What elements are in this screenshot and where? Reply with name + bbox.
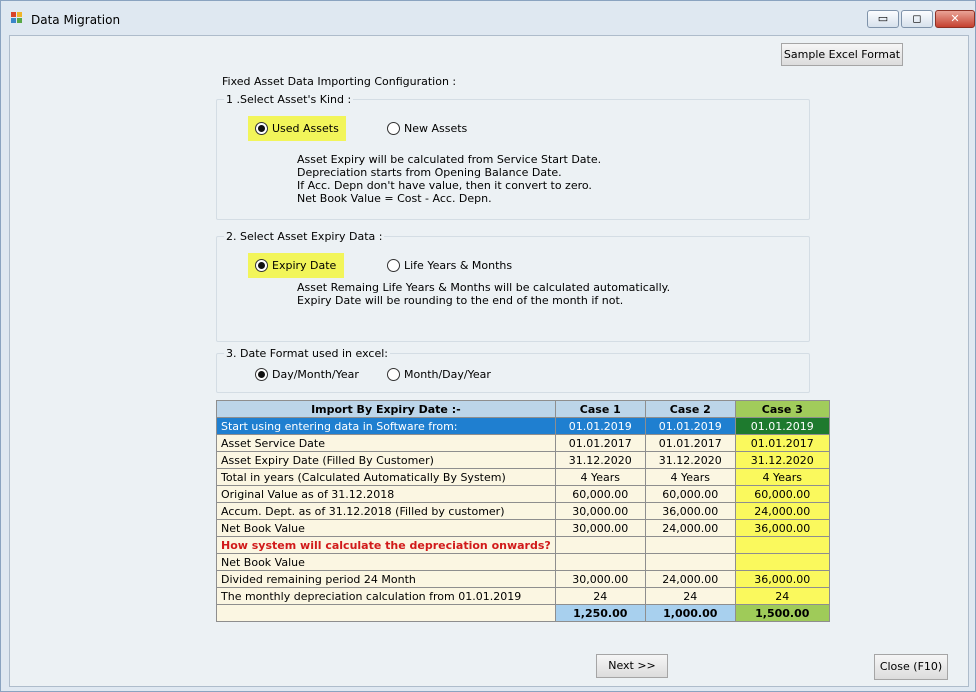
row-label: How system will calculate the depreciation onwards? (217, 537, 556, 554)
asset-kind-desc-line: Depreciation starts from Opening Balance Date. (297, 166, 562, 179)
case-1-total: 1,250.00 (555, 605, 645, 622)
case-1-cell (555, 554, 645, 571)
asset-kind-title: 1 .Select Asset's Kind : (226, 93, 352, 106)
case-2-cell: 4 Years (645, 469, 735, 486)
table-total-row[interactable] (217, 605, 830, 622)
row-label: Start using entering data in Software from: (217, 418, 556, 435)
case-1-cell: 01.01.2019 (555, 418, 645, 435)
case-1-cell: 30,000.00 (555, 520, 645, 537)
case-3-cell (735, 537, 829, 554)
table-row[interactable] (217, 554, 830, 571)
case-2-cell: 24,000.00 (645, 571, 735, 588)
case-3-cell: 01.01.2019 (735, 418, 829, 435)
case-3-cell: 4 Years (735, 469, 829, 486)
config-heading: Fixed Asset Data Importing Configuration : (222, 75, 457, 88)
window-title: Data Migration (31, 13, 121, 27)
case-1-cell: 60,000.00 (555, 486, 645, 503)
month-day-year-radio[interactable] (387, 368, 400, 381)
day-month-year-label[interactable]: Day/Month/Year (272, 368, 359, 381)
import-example-table (216, 400, 830, 622)
table-row[interactable] (217, 503, 830, 520)
header-case-2: Case 2 (645, 401, 735, 418)
table-header-row (217, 401, 830, 418)
row-label: Net Book Value (217, 520, 556, 537)
expiry-desc-line: Asset Remaing Life Years & Months will be calculated automatically. (297, 281, 671, 294)
header-case-1: Case 1 (555, 401, 645, 418)
row-label: The monthly depreciation calculation from 01.01.2019 (217, 588, 556, 605)
case-2-total: 1,000.00 (645, 605, 735, 622)
table-row[interactable] (217, 537, 830, 554)
header-description: Import By Expiry Date :- (217, 401, 556, 418)
table-row[interactable] (217, 520, 830, 537)
row-label: Asset Expiry Date (Filled By Customer) (217, 452, 556, 469)
table-row[interactable] (217, 486, 830, 503)
case-3-total: 1,500.00 (735, 605, 829, 622)
month-day-year-label[interactable]: Month/Day/Year (404, 368, 491, 381)
expiry-date-radio[interactable] (255, 259, 268, 272)
table-row[interactable] (217, 588, 830, 605)
case-3-cell (735, 554, 829, 571)
row-label: Accum. Dept. as of 31.12.2018 (Filled by customer) (217, 503, 556, 520)
life-years-label[interactable]: Life Years & Months (404, 259, 513, 272)
title-bar[interactable] (1, 1, 975, 35)
case-1-cell: 31.12.2020 (555, 452, 645, 469)
sample-excel-format-button[interactable]: Sample Excel Format (781, 43, 903, 66)
asset-kind-desc-line: Asset Expiry will be calculated from Service Start Date. (297, 153, 602, 166)
table-row[interactable] (217, 418, 830, 435)
row-label: Net Book Value (217, 554, 556, 571)
case-3-cell: 36,000.00 (735, 571, 829, 588)
table-row[interactable] (217, 571, 830, 588)
asset-kind-description (297, 153, 601, 205)
new-assets-label[interactable]: New Assets (404, 122, 468, 135)
case-2-cell: 36,000.00 (645, 503, 735, 520)
case-1-cell: 4 Years (555, 469, 645, 486)
close-f10-button[interactable]: Close (F10) (874, 654, 948, 680)
case-1-cell (555, 537, 645, 554)
case-3-cell: 24,000.00 (735, 503, 829, 520)
case-2-cell: 01.01.2017 (645, 435, 735, 452)
expiry-data-title: 2. Select Asset Expiry Data : (226, 230, 383, 243)
minimize-button[interactable]: ▭ (867, 10, 899, 28)
table-row[interactable] (217, 435, 830, 452)
header-case-3: Case 3 (735, 401, 829, 418)
expiry-desc-line: Expiry Date will be rounding to the end of the month if not. (297, 294, 624, 307)
day-month-year-radio[interactable] (255, 368, 268, 381)
table-row[interactable] (217, 469, 830, 486)
life-years-radio[interactable] (387, 259, 400, 272)
row-label: Divided remaining period 24 Month (217, 571, 556, 588)
case-2-cell (645, 554, 735, 571)
used-assets-radio[interactable] (255, 122, 268, 135)
next-button[interactable]: Next >> (596, 654, 668, 678)
used-assets-label[interactable]: Used Assets (272, 122, 339, 135)
asset-kind-desc-line: Net Book Value = Cost - Acc. Depn. (297, 192, 492, 205)
maximize-button[interactable]: ◻ (901, 10, 933, 28)
case-1-cell: 01.01.2017 (555, 435, 645, 452)
case-1-cell: 24 (555, 588, 645, 605)
new-assets-radio[interactable] (387, 122, 400, 135)
case-3-cell: 01.01.2017 (735, 435, 829, 452)
table-row[interactable] (217, 452, 830, 469)
case-2-cell: 01.01.2019 (645, 418, 735, 435)
expiry-date-label[interactable]: Expiry Date (272, 259, 337, 272)
row-label: Total in years (Calculated Automatically By System) (217, 469, 556, 486)
case-1-cell: 30,000.00 (555, 503, 645, 520)
case-2-cell: 24,000.00 (645, 520, 735, 537)
date-format-title: 3. Date Format used in excel: (226, 347, 388, 360)
client-area (9, 35, 969, 687)
case-3-cell: 24 (735, 588, 829, 605)
case-3-cell: 60,000.00 (735, 486, 829, 503)
case-2-cell: 31.12.2020 (645, 452, 735, 469)
asset-kind-desc-line: If Acc. Depn don't have value, then it convert to zero. (297, 179, 592, 192)
close-window-button[interactable]: ✕ (935, 10, 975, 28)
app-icon (11, 12, 23, 24)
row-label: Asset Service Date (217, 435, 556, 452)
case-2-cell: 60,000.00 (645, 486, 735, 503)
row-label: Original Value as of 31.12.2018 (217, 486, 556, 503)
case-2-cell: 24 (645, 588, 735, 605)
row-label (217, 605, 556, 622)
case-3-cell: 36,000.00 (735, 520, 829, 537)
case-3-cell: 31.12.2020 (735, 452, 829, 469)
case-2-cell (645, 537, 735, 554)
case-1-cell: 30,000.00 (555, 571, 645, 588)
expiry-data-description (297, 281, 670, 307)
